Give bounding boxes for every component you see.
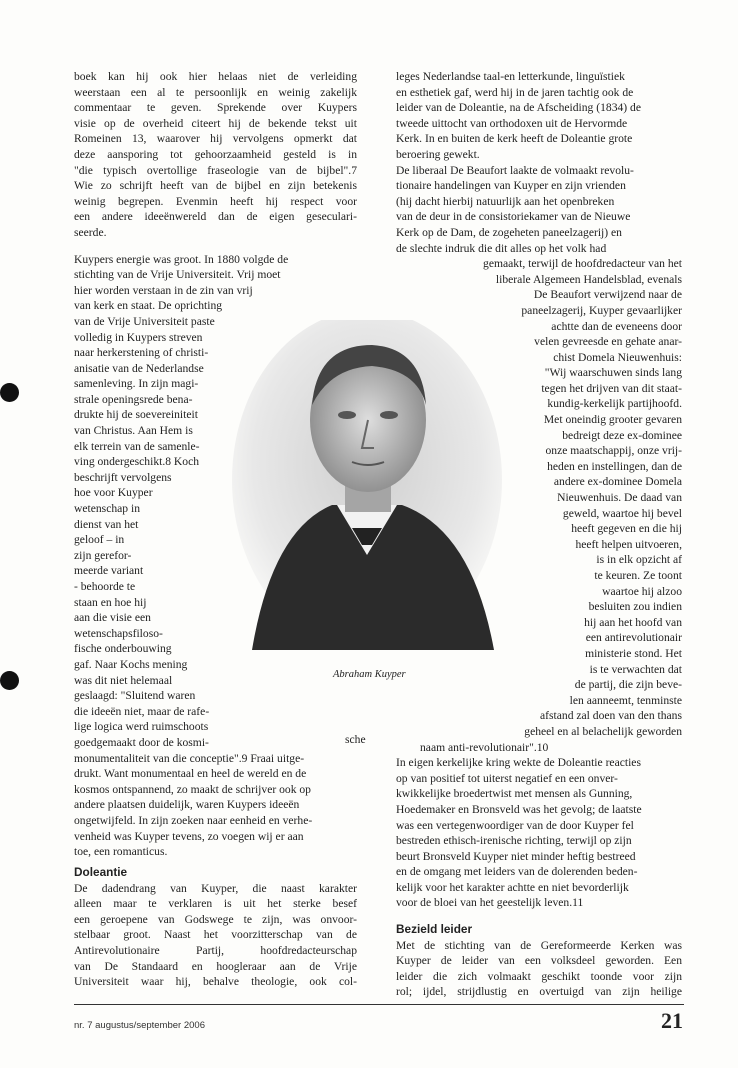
text-line: leider die zich volmaakt geschikt toonde voor zijn [396,969,682,983]
text-line: een antirevolutionair [585,631,682,645]
text-line: heden en instellingen, dan de [547,459,682,473]
text-line: tegen het drijven van dit staat- [541,381,682,395]
text-line: zijn gerefor- [74,548,132,562]
text-line: geweld, waartoe hij bevel [562,506,682,520]
text-line: gaf. Naar Kochs mening [74,657,188,671]
text-line: wetenschapsfiloso- [74,626,163,640]
text-line: visie op de overheid citeert hij de bekende tekst uit [74,116,357,130]
footer-rule [74,1004,684,1005]
text-line: een geroepene van Godswege te zijn, was onvoor- [74,912,357,926]
left-para-1 [74,69,357,241]
text-line: aan die visie een [74,611,151,625]
text-line: afstand zal doen van den thans [540,709,682,723]
text-line: Nieuwenhuis. De daad van [557,491,682,505]
text-line: staan en hoe hij [74,595,147,609]
text-line: strale openingsrede bena- [74,392,193,406]
text-line: bestreden ethisch-irenische richting, terwijl op zijn [396,834,632,848]
text-line: stelbaar groot. Naast het voorzitterschap van de [74,928,357,942]
text-line: len aanneemt, tenminste [569,693,682,707]
text-line: en de omgang met leiders van de dolerenden beden- [396,865,638,879]
text-line: chist Domela Nieuwenhuis: [553,350,682,364]
right-para-2 [396,938,682,1000]
text-line: meerde variant [74,564,144,578]
text-line: De dadendrang van Kuyper, die naast karakter [74,881,357,895]
text-line: achtte dan de eveneens door [551,319,682,333]
text-line: velen gevreesde en gehate anar- [534,335,682,349]
heading-doleantie: Doleantie [74,865,128,879]
text-line: venheid was Kuyper tevens, zo voegen wij er aan [74,829,304,843]
text-line: besluiten zou indien [588,600,682,614]
portrait-photo [232,320,502,660]
text-line: die ideeën niet, maar de rafe- [74,704,210,718]
text-line: was een vertegenwoordiger van de door Kuyper fel [396,818,634,832]
text-line: geloof – in [74,533,125,547]
text-line: - behoorde te [74,580,136,593]
text-line: deze aansporing tot gehoorzaamheid gesteld is in [74,147,357,161]
left-para-3 [74,881,357,990]
text-line: ministerie stond. Het [585,646,682,660]
page-number: 21 [661,1008,683,1033]
text-line: waartoe hij alzoo [602,584,682,598]
text-line: geheel en al belachelijk geworden [524,724,682,738]
text-line: van de deur in de consistoriekamer van de Nieuwe [396,210,631,224]
text-line: weerstaan een al te persoonlijk en weinig zakelijk [74,85,357,99]
text-line: samenleving. In zijn magi- [74,377,199,391]
text-line: beschrijft vervolgens [74,470,172,484]
text-line: monumentaliteit van die conceptie".9 Fraai uitge- [74,751,305,765]
text-line: anisatie van de Nederlandse [74,361,204,375]
text-line: naam anti-revolutionair".10 [420,740,549,754]
punch-hole-bottom [0,671,19,690]
text-line: tweede uittocht van orthodoxen uit de Hervormde [396,116,628,130]
text-line: beurt Bronsveld Kuyper niet minder heftig bestreed [396,849,636,863]
sche-fragment: sche [345,733,366,746]
text-line: te keuren. Ze toont [594,569,682,582]
text-line: andere plaatsen duidelijk, waren Kuypers ideeën [74,798,300,812]
text-line: andere ex-dominee Domela [553,475,682,489]
text-line: ving ondergeschikt.8 Koch [74,455,200,469]
text-line: hij aan het hoofd van [584,615,682,629]
text-line: kundig-kerkelijk partijhoofd. [547,397,682,411]
photo-caption: Abraham Kuyper [333,669,406,680]
text-line: "die typisch overtollige fraseologie van de bijbel".7 [74,163,357,177]
text-line: Wie zo schrijft heeft van de bijbel en zijn betekenis [74,179,357,193]
text-line: hier worden verstaan in de zin van vrij [74,283,253,297]
text-line: ongetwijfeld. In zijn zoeken naar eenheid en verhe- [74,813,313,827]
text-line: stichting van de Vrije Universiteit. Vrij moet [74,268,281,282]
heading-bezield-leider: Bezield leider [396,922,473,937]
text-line: Met oneindig grooter gevaren [543,413,682,427]
text-line: gemaakt, terwijl de hoofdredacteur van het [483,257,682,271]
text-line: Kerk. In en buiten de kerk heeft de Doleantie grote [396,132,633,146]
text-line: De liberaal De Beaufort laakte de volmaakt revolu- [396,163,634,177]
text-line: volledig in Kuypers streven [74,330,203,344]
text-line: kwikkelijke broedertwist met mensen als Gunning, [396,787,633,801]
text-line: Kuyper de leider van een volksdeel geworden. Een [396,954,682,968]
text-line: (hij dacht hierbij natuurlijk aan het openbreken [396,194,615,208]
text-line: beroering gewekt. [396,147,480,161]
text-line: op van positief tot uiterst negatief en een onver- [396,771,618,785]
text-line: leges Nederlandse taal-en letterkunde, linguïstiek [396,70,625,83]
text-line: was dit niet helemaal [74,673,173,687]
text-line: Antirevolutionaire Partij, hoofdredacteurschap [74,943,357,957]
text-line: commentaar te geven. Sprekende over Kuypers [74,101,357,115]
text-line: geslaagd: "Sluitend waren [74,689,196,703]
text-line: leider van de Doleantie, na de Afscheiding (1834) de [396,101,641,115]
text-line: voor de bloei van het geestelijk leven.11 [396,896,584,910]
text-line: alleen maar te verklaren is uit het sterke besef [74,897,357,911]
text-line: Kuypers energie was groot. In 1880 volgde de [74,252,289,266]
text-line: de slechte indruk die dit alles op het volk had [396,241,607,255]
text-line: Met de stichting van de Gereformeerde Kerken was [396,938,682,952]
text-line: rol; ijdel, strijdlustig en overtuigd van zijn heilige [396,985,682,999]
text-line: toe, een romanticus. [74,845,168,859]
left-column-doleantie [74,865,357,990]
text-line: heeft helpen uitvoeren, [575,537,682,551]
text-line: Universiteit waar hij, behalve theologie, ook col- [74,975,357,989]
text-line: de partij, die zijn beve- [574,678,682,692]
text-line: liberale Algemeen Handelsblad, evenals [495,272,682,286]
text-line: van de Vrije Universiteit paste [74,314,215,328]
text-line: De Beaufort verwijzend naar de [533,288,682,302]
text-line: een andere ideeënwereld dan de eigen geseculari- [74,210,357,224]
text-line: Kerk op de Dam, de zogeheten paneelzagerij) en [396,225,622,239]
text-line: dienst van het [74,517,139,531]
text-line: lige logica werd ruimschoots [74,720,209,734]
text-line: heeft gegeven en die hij [571,522,682,536]
text-line: boek kan hij ook hier helaas niet de verleiding [74,70,357,83]
text-line: In eigen kerkelijke kring wekte de Doleantie reacties [396,756,641,770]
text-line: "Wij waarschuwen sinds lang [544,366,682,380]
text-line: en esthetiek gaf, werd hij in de jaren tachtig ook de [396,85,634,99]
text-line: van De Standaard en hoogleraar aan de Vrije [74,959,357,973]
text-line: naar herkerstening of christi- [74,346,209,360]
punch-hole-top [0,383,19,402]
text-line: hoe voor Kuyper [74,486,153,500]
text-line: elk terrein van de samenle- [74,439,200,453]
text-line: is in elk opzicht af [596,553,682,567]
text-line: van Christus. Aan Hem is [74,424,193,438]
text-line: van kerk en staat. De oprichting [74,299,223,313]
text-line: kelijk voor het karakter achtte en niet bevorderlijk [396,880,629,894]
text-line: fische onderbouwing [74,642,172,656]
text-line: Romeinen 13, waarover hij vervolgens opmerkt dat [74,132,357,146]
text-line: drukte hij de soevereiniteit [74,408,198,422]
text-line: paneelzagerij, Kuyper gevaarlijker [521,303,682,317]
text-line: weinig begrepen. Evenmin heeft hij respect voor [74,194,357,208]
text-line: goedgemaakt door de kosmi- [74,735,209,749]
text-line: tionaire handelingen van Kuyper en zijn vrienden [396,179,626,193]
text-line: is te verwachten dat [589,662,682,676]
text-line: bedreigt deze ex-dominee [562,428,682,442]
footer-issue: nr. 7 augustus/september 2006 [74,1020,205,1031]
text-line: wetenschap in [74,502,140,516]
text-line: onze maatschappij, onze vrij- [545,444,682,458]
text-line: drukt. Want monumentaal en heel de wereld en de [74,767,307,781]
text-line: Hoedemaker en Bronsveld was het gevolg; de laatste [396,802,642,816]
text-line: seerde. [74,225,107,239]
text-line: kosmos ontspannend, zo maakt de schrijver ook op [74,782,311,796]
